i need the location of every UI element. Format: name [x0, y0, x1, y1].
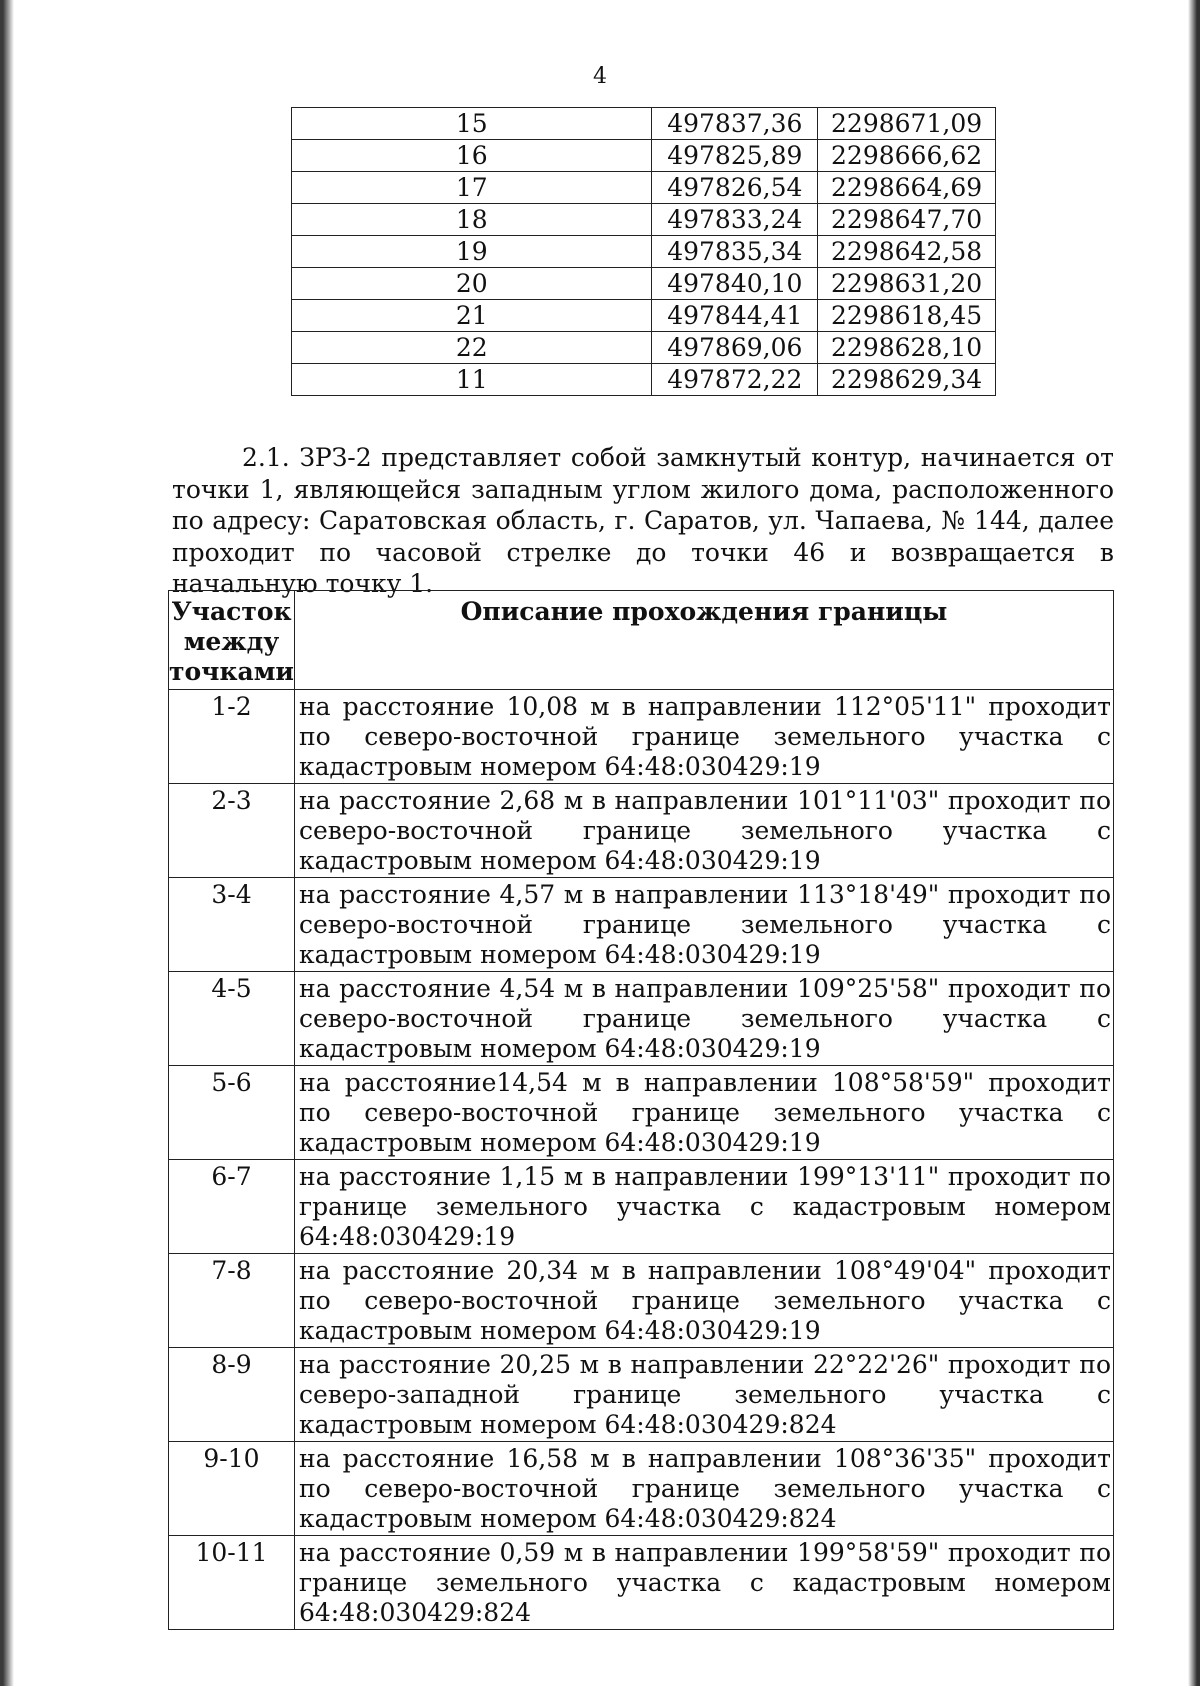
coordinate-y: 2298666,62 — [818, 140, 996, 172]
segment-label: 6-7 — [169, 1160, 295, 1254]
coordinate-x: 497826,54 — [652, 172, 818, 204]
segment-description: на расстояние 4,54 м в направлении 109°25'58" проходит по северо-восточной границе земельного участка с кадастровым номером 64:48:030429:19 — [294, 972, 1113, 1066]
boundary-row — [169, 1348, 1114, 1442]
segment-label: 1-2 — [169, 690, 295, 784]
coordinate-x: 497869,06 — [652, 332, 818, 364]
boundary-row — [169, 1536, 1114, 1630]
boundary-row — [169, 1066, 1114, 1160]
coordinate-y: 2298671,09 — [818, 108, 996, 140]
header-description: Описание прохождения границы — [294, 591, 1113, 690]
coordinate-y: 2298629,34 — [818, 364, 996, 396]
segment-label: 8-9 — [169, 1348, 295, 1442]
coordinate-y: 2298628,10 — [818, 332, 996, 364]
boundary-row — [169, 972, 1114, 1066]
segment-label: 7-8 — [169, 1254, 295, 1348]
segment-description: на расстояние 4,57 м в направлении 113°18'49" проходит по северо-восточной границе земельного участка с кадастровым номером 64:48:030429:19 — [294, 878, 1113, 972]
coordinate-row — [292, 172, 996, 204]
point-number: 22 — [292, 332, 652, 364]
coordinate-row — [292, 236, 996, 268]
coordinate-x: 497837,36 — [652, 108, 818, 140]
coordinate-y: 2298664,69 — [818, 172, 996, 204]
coordinate-row — [292, 204, 996, 236]
segment-label: 4-5 — [169, 972, 295, 1066]
point-number: 15 — [292, 108, 652, 140]
coordinate-x: 497825,89 — [652, 140, 818, 172]
segment-label: 2-3 — [169, 784, 295, 878]
segment-label: 9-10 — [169, 1442, 295, 1536]
boundary-description-table — [168, 590, 1114, 1630]
page-number: 4 — [593, 64, 607, 89]
point-number: 16 — [292, 140, 652, 172]
segment-description: на расстояние 20,25 м в направлении 22°22'26" проходит по северо-западной границе земельного участка с кадастровым номером 64:48:030429:824 — [294, 1348, 1113, 1442]
coordinates-table — [291, 107, 996, 396]
coordinate-x: 497835,34 — [652, 236, 818, 268]
segment-description: на расстояние 1,15 м в направлении 199°13'11" проходит по границе земельного участка с кадастровым номером 64:48:030429:19 — [294, 1160, 1113, 1254]
coordinate-row — [292, 268, 996, 300]
segment-label: 10-11 — [169, 1536, 295, 1630]
segment-label: 5-6 — [169, 1066, 295, 1160]
coordinate-row — [292, 300, 996, 332]
coordinate-x: 497844,41 — [652, 300, 818, 332]
point-number: 11 — [292, 364, 652, 396]
point-number: 19 — [292, 236, 652, 268]
scan-edge-left — [0, 0, 14, 1686]
coordinate-y: 2298647,70 — [818, 204, 996, 236]
segment-description: на расстояние 0,59 м в направлении 199°58'59" проходит по границе земельного участка с кадастровым номером 64:48:030429:824 — [294, 1536, 1113, 1630]
scan-edge-right — [1188, 0, 1200, 1686]
coordinate-row — [292, 332, 996, 364]
coordinate-y: 2298631,20 — [818, 268, 996, 300]
coordinate-y: 2298618,45 — [818, 300, 996, 332]
coordinate-x: 497833,24 — [652, 204, 818, 236]
boundary-row — [169, 1442, 1114, 1536]
boundary-row — [169, 690, 1114, 784]
coordinate-y: 2298642,58 — [818, 236, 996, 268]
segment-description: на расстояние 10,08 м в направлении 112°05'11" проходит по северо-восточной границе земельного участка с кадастровым номером 64:48:030429:19 — [294, 690, 1113, 784]
segment-label: 3-4 — [169, 878, 295, 972]
segment-description: на расстояние 16,58 м в направлении 108°36'35" проходит по северо-восточной границе земельного участка с кадастровым номером 64:48:030429:824 — [294, 1442, 1113, 1536]
boundary-row — [169, 1160, 1114, 1254]
coordinate-row — [292, 108, 996, 140]
point-number: 18 — [292, 204, 652, 236]
coordinate-row — [292, 364, 996, 396]
boundary-row — [169, 1254, 1114, 1348]
boundary-table-header — [169, 591, 1114, 690]
coordinate-x: 497840,10 — [652, 268, 818, 300]
boundary-row — [169, 878, 1114, 972]
point-number: 17 — [292, 172, 652, 204]
point-number: 20 — [292, 268, 652, 300]
segment-description: на расстояние 20,34 м в направлении 108°49'04" проходит по северо-восточной границе земельного участка с кадастровым номером 64:48:030429:19 — [294, 1254, 1113, 1348]
coordinate-x: 497872,22 — [652, 364, 818, 396]
segment-description: на расстояние 2,68 м в направлении 101°11'03" проходит по северо-восточной границе земельного участка с кадастровым номером 64:48:030429:19 — [294, 784, 1113, 878]
boundary-row — [169, 784, 1114, 878]
point-number: 21 — [292, 300, 652, 332]
intro-paragraph: 2.1. ЗРЗ-2 представляет собой замкнутый контур, начинается от точки 1, являющейся западным углом жилого дома, расположенного по адресу: Саратовская область, г. Саратов, ул. Чапаева, № 144, далее проходит по часовой стрелке до точки 46 и возвращается в начальную точку 1. — [172, 443, 1114, 598]
coordinate-row — [292, 140, 996, 172]
header-segment: Участок между точками — [169, 591, 295, 690]
segment-description: на расстояние14,54 м в направлении 108°58'59" проходит по северо-восточной границе земельного участка с кадастровым номером 64:48:030429:19 — [294, 1066, 1113, 1160]
